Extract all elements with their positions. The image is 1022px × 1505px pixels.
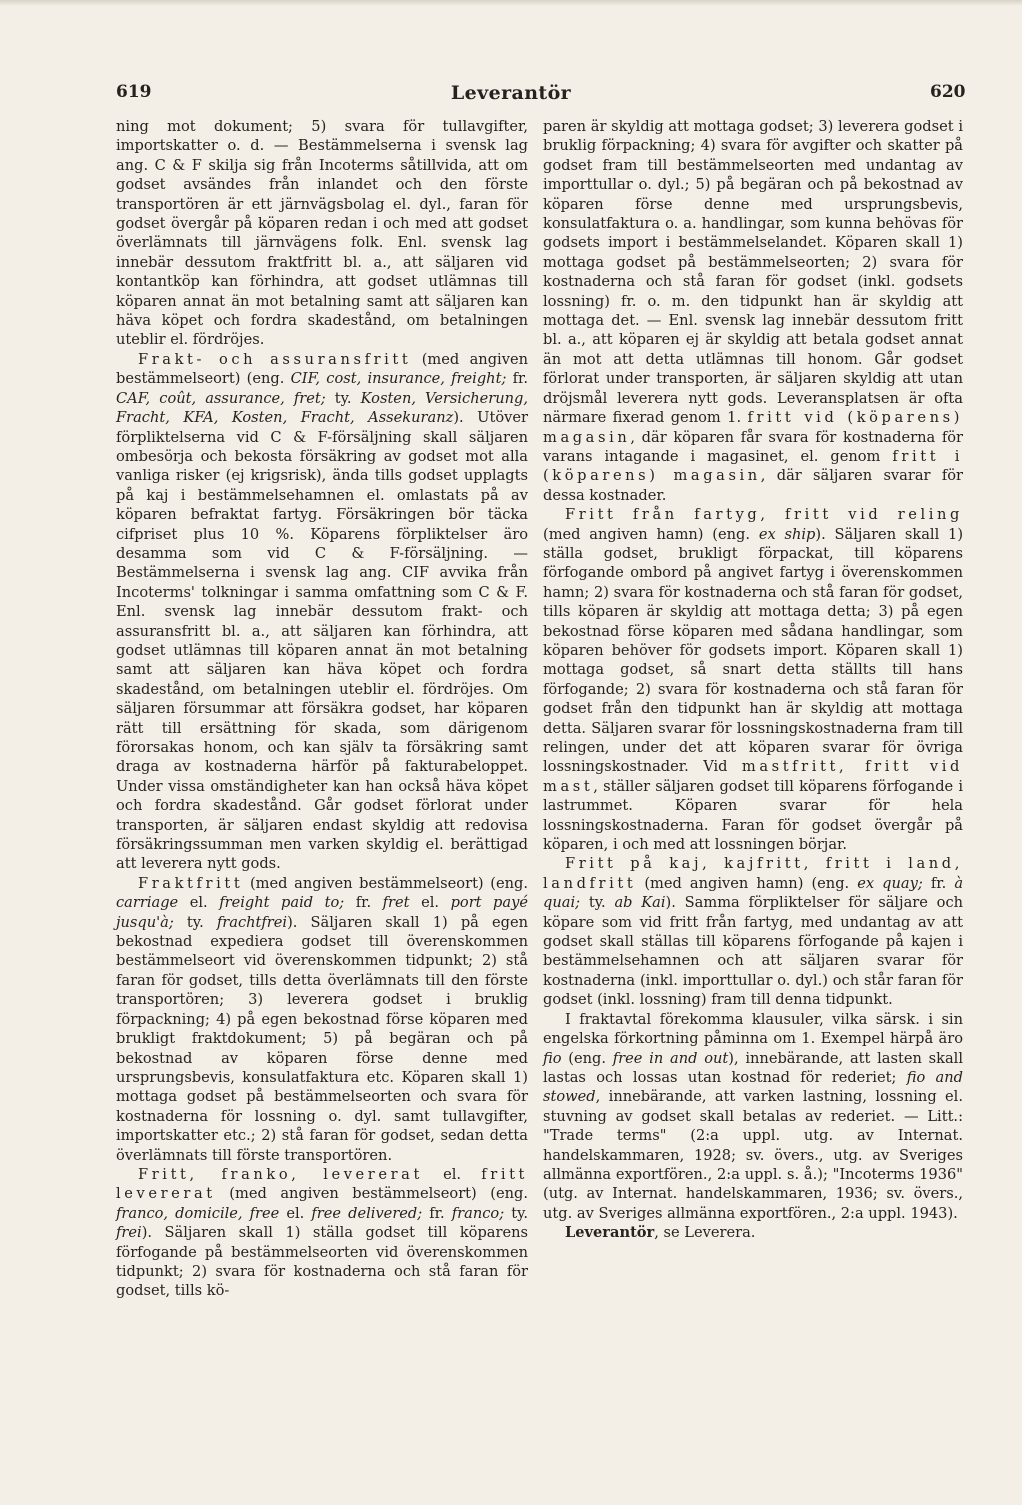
paragraph bbox=[543, 117, 963, 505]
term: mastfritt, fritt vid mast bbox=[543, 758, 963, 795]
term: fritt levererat bbox=[116, 1165, 529, 1203]
paragraph bbox=[543, 1010, 963, 1223]
text-run: fret bbox=[382, 894, 410, 912]
term: fritt i (köparens) magasin bbox=[543, 447, 964, 485]
text-run: fio and stowed bbox=[543, 1068, 963, 1106]
text-run: , innebärande, att varken lastning, lossning el. stuvning av godset skall betalas av rederiet. — Litt.: "Trade terms" (2:a uppl. utg. av Internat. handelskammaren, 1928; sv. övers., utg. av Sveriges allmänna exportfören., 2:a uppl. s. å.); "Incoterms 1936" (utg. av Internat. handelskammaren, 1936; sv. övers., utg. av Sveriges allmänna exportfören., 2:a uppl. 1943). bbox=[543, 1088, 963, 1222]
text-run: port payé jusqu'à; bbox=[116, 894, 528, 931]
text-run: ), innebärande, att lasten skall lastas och lossas utan kostnad för rederiet; bbox=[543, 1049, 964, 1086]
text-run: (med angiven bestämmelseort) (eng. bbox=[249, 874, 528, 892]
text-run: à quai; bbox=[543, 874, 964, 912]
text-run: , där köparen får svara för kostnaderna för varans intagande i magasinet, el. genom bbox=[543, 428, 963, 465]
text-run: fio bbox=[543, 1049, 562, 1067]
text-run: free in and out bbox=[612, 1049, 729, 1067]
text-run: free delivered; bbox=[311, 1204, 423, 1222]
text-run: (med angiven hamn) (eng. bbox=[644, 874, 850, 892]
text-run: fr. bbox=[512, 370, 529, 388]
text-run: ). Utöver förpliktelserna vid C & F-försäljning skall säljaren ombesörja och bekosta försäkring av godset mot alla vanliga risker (ej krigsrisk), ända tills godset upplagts på kaj i bestämmelsehamnen el. omlastats på av köparen befraktat fartyg. Försäkringen bör täcka cifpriset plus 10 %. Köparens förpliktelser äro desamma som vid C & F-försäljning. — Bestämmelserna i svensk lag ang. CIF avvika från Incoterms' tolkningar i samma omfattning som C & F. Enl. svensk lag innebär dessutom frakt- och assuransfritt bl. a., att säljaren kan förhindra, att godset utlämnas till köparen annat än mot betalning samt att säljaren kan häva köpet och fordra skadestånd, om betalningen uteblir el. fördröjes. Om säljaren försummar att försäkra godset, har köparen rätt till ersättning för skada, som därigenom förorsakas honom, och kan själv ta försäkring samt draga av kostnaderna härför på fakturabeloppet. Under vissa omständigheter kan han också häva köpet och fordra skadestånd. Går godset förlorat under transporten, är säljaren endast skyldig att redovisa försäkringssumman men varken skyldig el. berättigad att leverera nytt gods. bbox=[116, 409, 528, 873]
text-run: , se Leverera. bbox=[654, 1224, 756, 1242]
term: Fritt från fartyg, fritt vid reling bbox=[565, 506, 963, 524]
text-run: , där säljaren svarar för dessa kostnader. bbox=[543, 467, 963, 504]
text-run: fr. bbox=[355, 894, 372, 912]
text-run: ty. bbox=[588, 894, 606, 912]
text-run: franco, domicile, free bbox=[116, 1204, 280, 1222]
text-run: el. bbox=[443, 1165, 462, 1183]
text-run: (med angiven bestämmelseort) (eng. bbox=[229, 1185, 528, 1203]
text-run: fr. bbox=[930, 874, 947, 892]
text-run: ). Säljaren skall 1) ställa godset, brukligt förpackat, till köparens förfogande ombord på angivet fartyg i överenskommen hamn; 2) svara för kostnaderna och stå faran för godset, tills köparen är skyldig att mottaga detta; 3) på egen bekostnad förse köparen med sådana handlingar, som köparen behöver för godsets import. Köparen skall 1) mottaga godset, så snart detta ställts till hans förfogande; 2) svara för kostnaderna och stå faran för godset från den tidpunkt han är skyldig att mottaga detta. Säljaren svarar för lossningskostnaderna fram till relingen, under det att köparen svarar för övriga lossningskostnader. Vid bbox=[543, 525, 964, 776]
text-run: paren är skyldig att mottaga godset; 3) leverera godset i bruklig förpackning; 4) svara för avgifter och skatter på godset fram till bestämmelseorten med undantag av importtullar o. dyl.; 5) på begäran och på bekostnad av köparen förse denne med ursprungsbevis, konsulatfaktura o. a. handlingar, som kunna behövas för godsets import i bestämmelselandet. Köparen skall 1) mottaga godset på bestämmelseorten; 2) svara för kostnaderna och stå faran för godset (inkl. godsets lossning) fr. o. m. den tidpunkt han är skyldig att mottaga det. — Enl. svensk lag innebär dessutom fritt bl. a., att köparen ej är skyldig att betala godset annat än mot att detta utlämnas till honom. Går godset förlorat under transporten, är säljaren skyldig att utan dröjsmål leverera nytt gods. Leveransplatsen är ofta närmare fixerad genom 1. bbox=[543, 118, 963, 427]
term: Fraktfritt bbox=[138, 874, 244, 892]
text-run: frachtfrei bbox=[216, 913, 288, 931]
text-run: ex ship bbox=[758, 525, 816, 543]
right-column bbox=[543, 117, 963, 1243]
text-run: ty. bbox=[511, 1204, 529, 1222]
paragraph bbox=[116, 350, 528, 874]
page-number-left: 619 bbox=[116, 82, 152, 102]
text-run: el. bbox=[421, 894, 440, 912]
entry-headword: Leverantör bbox=[565, 1224, 655, 1242]
text-run: fr. bbox=[429, 1204, 445, 1222]
text-run: frei bbox=[116, 1224, 142, 1242]
paragraph bbox=[543, 854, 963, 1009]
term: Frakt- och assuransfritt bbox=[138, 350, 412, 368]
paragraph bbox=[116, 1165, 528, 1301]
paragraph bbox=[543, 505, 963, 854]
text-run: ab Kai bbox=[614, 894, 666, 912]
text-run: I fraktavtal förekomma klausuler, vilka särsk. i sin engelska förkortning påminna om 1. Exempel härpå äro bbox=[543, 1010, 963, 1048]
text-run: ). Säljaren skall 1) ställa godset till köparens förfogande på bestämmelseorten vid överenskommen tidpunkt; 2) svara för kostnaderna och stå faran för godset, tills kö- bbox=[116, 1224, 528, 1300]
page-title: Leverantör bbox=[450, 82, 572, 104]
text-run: freight paid to; bbox=[219, 894, 345, 912]
term: Fritt, franko, levererat bbox=[138, 1165, 423, 1183]
text-run: ty. bbox=[334, 389, 352, 407]
page-number-right: 620 bbox=[930, 82, 966, 102]
text-run: ). Säljaren skall 1) på egen bekostnad expediera godset till överenskommen bestämmelseort vid överenskommen tidpunkt; 2) stå faran för godset, tills detta överlämnats till den förste transportören; 3) leverera godset i bruklig förpackning; 4) på egen bekostnad förse köparen med brukligt fraktdokument; 5) på begäran och på bekostnad av köparen förse denne med ursprungsbevis, konsulatfaktura etc. Köparen skall 1) mottaga godset på bestämmelseorten och svara för kostnaderna för lossning o. dyl. samt tullavgifter, importskatter etc.; 2) stå faran för godset, sedan detta överlämnats till förste transportören. bbox=[116, 913, 528, 1164]
paragraph bbox=[116, 874, 528, 1165]
paragraph: ning mot dokument; 5) svara för tullavgifter, importskatter o. d. — Bestämmelserna i svensk lag ang. C & F skilja sig från Incoterms såtillvida, att om godset avsändes från inlandet och den förste transportören är ett järnvägsbolag el. dyl., faran för godset övergår på köparen redan i och med att godset överlämnats till järnvägens folk. Enl. svensk lag innebär dessutom fraktfritt bl. a., att säljaren vid kontantköp kan förhindra, att godset utlämnas till köparen annat än mot betalning samt att säljaren kan häva köpet och fordra skadestånd, om betalningen uteblir el. fördröjes. bbox=[116, 118, 528, 349]
left-column bbox=[116, 117, 528, 1301]
text-run: (med angiven hamn) (eng. bbox=[543, 525, 751, 543]
text-run: carriage bbox=[116, 894, 179, 912]
text-run: (eng. bbox=[568, 1049, 607, 1067]
text-run: Kosten, Versicherung, Fracht, KFA, Kosten, Fracht, Assekuranz bbox=[116, 389, 528, 427]
text-run: ex quay; bbox=[857, 874, 923, 892]
text-run: CIF, cost, insurance, freight; bbox=[290, 370, 507, 388]
text-run: el. bbox=[286, 1204, 305, 1222]
text-run: , ställer säljaren godset till köparens förfogande i lastrummet. Köparen svarar för hela lossningskostnaderna. Faran för godset övergår på köparen, i och med att lossningen börjar. bbox=[543, 777, 963, 854]
term: fritt vid (köparens) magasin bbox=[543, 409, 963, 446]
text-run: (med angiven bestämmelseort) (eng. bbox=[116, 350, 528, 388]
text-run: el. bbox=[189, 894, 208, 912]
text-run: ty. bbox=[186, 913, 204, 931]
text-run: ). Samma förpliktelser för säljare och köpare som vid fritt från fartyg, med undantag av att godset skall ställas till köparens förfogande på kajen i bestämmelsehamnen och att säljaren svarar för kostnaderna (inkl. importtullar o. dyl.) och står faran för godset (inkl. lossning) fram till denna tidpunkt. bbox=[543, 894, 964, 1009]
term: Fritt på kaj, kajfritt, fritt i land, landfritt bbox=[543, 855, 963, 892]
paragraph bbox=[543, 1223, 963, 1242]
page-header bbox=[0, 82, 1022, 112]
page-top-edge bbox=[0, 0, 1022, 6]
text-run: franco; bbox=[451, 1204, 505, 1222]
text-run: CAF, coût, assurance, fret; bbox=[116, 389, 326, 407]
